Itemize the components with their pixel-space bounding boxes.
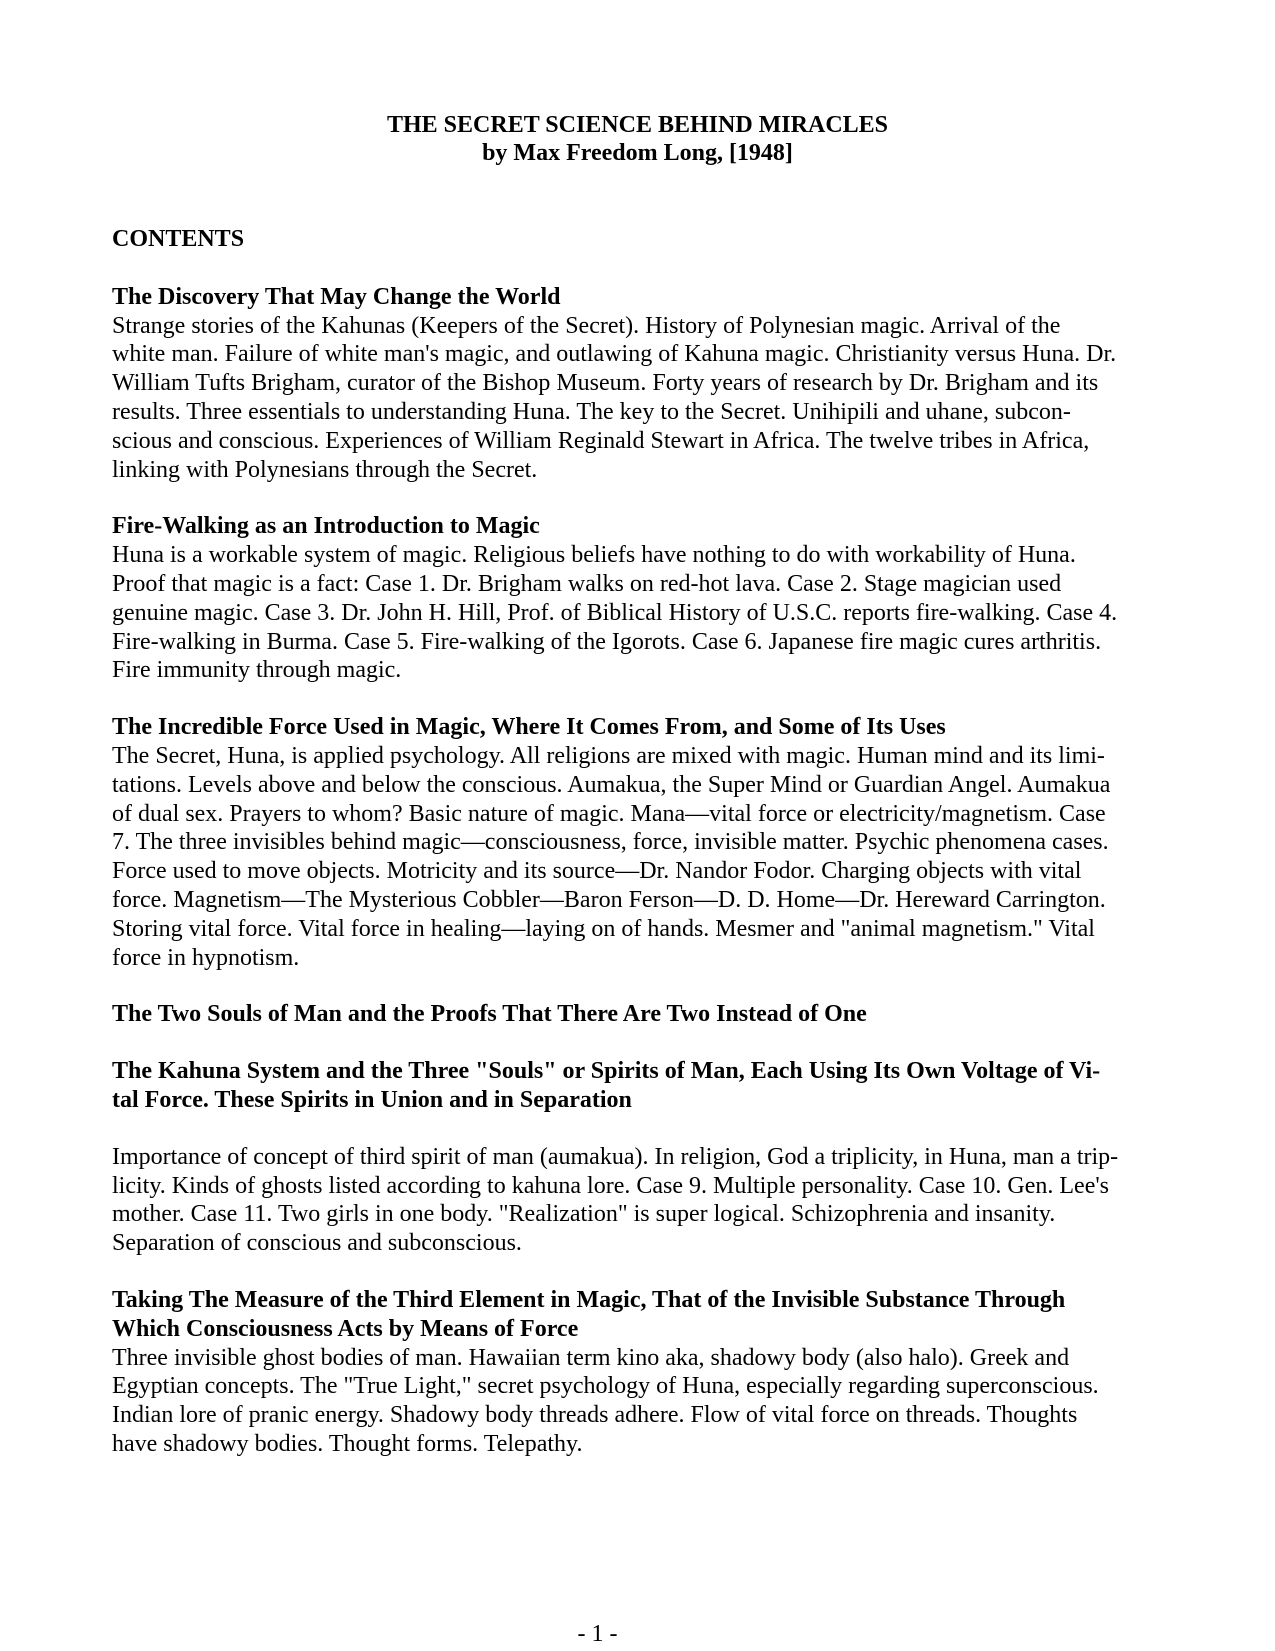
description-line: Three invisible ghost bodies of man. Hawaiian term kino aka, shadowy body (also halo). Greek and <box>112 1344 1070 1371</box>
description-line: Fire-walking in Burma. Case 5. Fire-walking of the Igorots. Case 6. Japanese fire magic cures arthritis. <box>112 628 1102 655</box>
description-line: Indian lore of pranic energy. Shadowy body threads adhere. Flow of vital force on threads. Thoughts <box>112 1402 1078 1429</box>
section-kahuna-system <box>112 1057 1170 1258</box>
description-line: force. Magnetism—The Mysterious Cobbler—Baron Ferson—D. D. Home—Dr. Hereward Carrington. <box>112 886 1106 913</box>
section-fire-walking <box>112 512 1170 685</box>
paragraph-gap <box>112 1115 1170 1143</box>
description-line: force in hypnotism. <box>112 944 300 971</box>
section-description <box>112 1344 1170 1459</box>
document-title: THE SECRET SCIENCE BEHIND MIRACLES <box>386 112 889 138</box>
description-line: Importance of concept of third spirit of man (aumakua). In religion, God a triplicity, in Huna, man a trip- <box>112 1143 1119 1170</box>
description-line: linking with Polynesians through the Secret. <box>112 456 538 483</box>
section-heading <box>112 1286 1170 1344</box>
title-block <box>0 111 1275 167</box>
description-line: results. Three essentials to understanding Huna. The key to the Secret. Unihipili and uhane, subcon- <box>112 398 1071 425</box>
section-description <box>112 312 1170 485</box>
description-line: tations. Levels above and below the conscious. Aumakua, the Super Mind or Guardian Angel. Aumakua <box>112 771 1111 798</box>
description-line: mother. Case 11. Two girls in one body. "Realization" is super logical. Schizophrenia and insanity. <box>112 1201 1056 1228</box>
document-byline: by Max Freedom Long, [1948] <box>482 140 793 166</box>
section-heading: The Discovery That May Change the World <box>112 283 561 310</box>
section-discovery <box>112 283 1170 485</box>
description-line: have shadowy bodies. Thought forms. Telepathy. <box>112 1430 583 1457</box>
description-line: white man. Failure of white man's magic, and outlawing of Kahuna magic. Christianity versus Huna. Dr. <box>112 341 1117 368</box>
description-line: 7. The three invisibles behind magic—consciousness, force, invisible matter. Psychic phenomena cases. <box>112 829 1109 856</box>
section-incredible-force <box>112 713 1170 972</box>
description-line: Strange stories of the Kahunas (Keepers of the Secret). History of Polynesian magic. Arrival of the <box>112 312 1061 339</box>
contents-body <box>112 225 1170 1487</box>
description-line: Egyptian concepts. The "True Light," secret psychology of Huna, especially regarding superconscious. <box>112 1373 1099 1400</box>
heading-line: Which Consciousness Acts by Means of Force <box>112 1315 579 1342</box>
heading-line: Taking The Measure of the Third Element in Magic, That of the Invisible Substance Through <box>112 1286 1066 1313</box>
description-line: The Secret, Huna, is applied psychology. All religions are mixed with magic. Human mind and its limi- <box>112 742 1105 769</box>
description-line: licity. Kinds of ghosts listed according to kahuna lore. Case 9. Multiple personality. Case 10. Gen. Lee's <box>112 1172 1110 1199</box>
description-line: scious and conscious. Experiences of William Reginald Stewart in Africa. The twelve tribes in Africa, <box>112 427 1090 454</box>
description-line: genuine magic. Case 3. Dr. John H. Hill, Prof. of Biblical History of U.S.C. reports fire-walking. Case 4. <box>112 599 1118 626</box>
heading-line: tal Force. These Spirits in Union and in Separation <box>112 1086 632 1113</box>
section-heading: The Incredible Force Used in Magic, Where It Comes From, and Some of Its Uses <box>112 714 946 741</box>
section-heading <box>112 1057 1170 1115</box>
contents-heading: CONTENTS <box>112 226 245 252</box>
section-heading: The Two Souls of Man and the Proofs That There Are Two Instead of One <box>112 1001 867 1028</box>
heading-line: The Kahuna System and the Three "Souls" or Spirits of Man, Each Using Its Own Voltage of Vi- <box>112 1058 1101 1085</box>
section-description <box>112 742 1170 972</box>
description-line: Huna is a workable system of magic. Religious beliefs have nothing to do with workability of Huna. <box>112 542 1076 569</box>
description-line: Separation of conscious and subconscious. <box>112 1230 522 1257</box>
description-line: Proof that magic is a fact: Case 1. Dr. Brigham walks on red-hot lava. Case 2. Stage magician used <box>112 570 1062 597</box>
section-third-element <box>112 1286 1170 1459</box>
section-heading: Fire-Walking as an Introduction to Magic <box>112 513 540 540</box>
description-line: Force used to move objects. Motricity and its source—Dr. Nandor Fodor. Charging objects with vital <box>112 858 1082 885</box>
section-description <box>112 541 1170 685</box>
description-line: of dual sex. Prayers to whom? Basic nature of magic. Mana—vital force or electricity/magnetism. Case <box>112 800 1106 827</box>
description-line: Storing vital force. Vital force in healing—laying on of hands. Mesmer and "animal magnetism." Vital <box>112 915 1095 942</box>
section-two-souls <box>112 1000 1170 1029</box>
page-number: - 1 - <box>577 1621 618 1647</box>
description-line: Fire immunity through magic. <box>112 657 402 684</box>
description-line: William Tufts Brigham, curator of the Bishop Museum. Forty years of research by Dr. Brigham and its <box>112 370 1099 397</box>
section-description <box>112 1143 1170 1258</box>
